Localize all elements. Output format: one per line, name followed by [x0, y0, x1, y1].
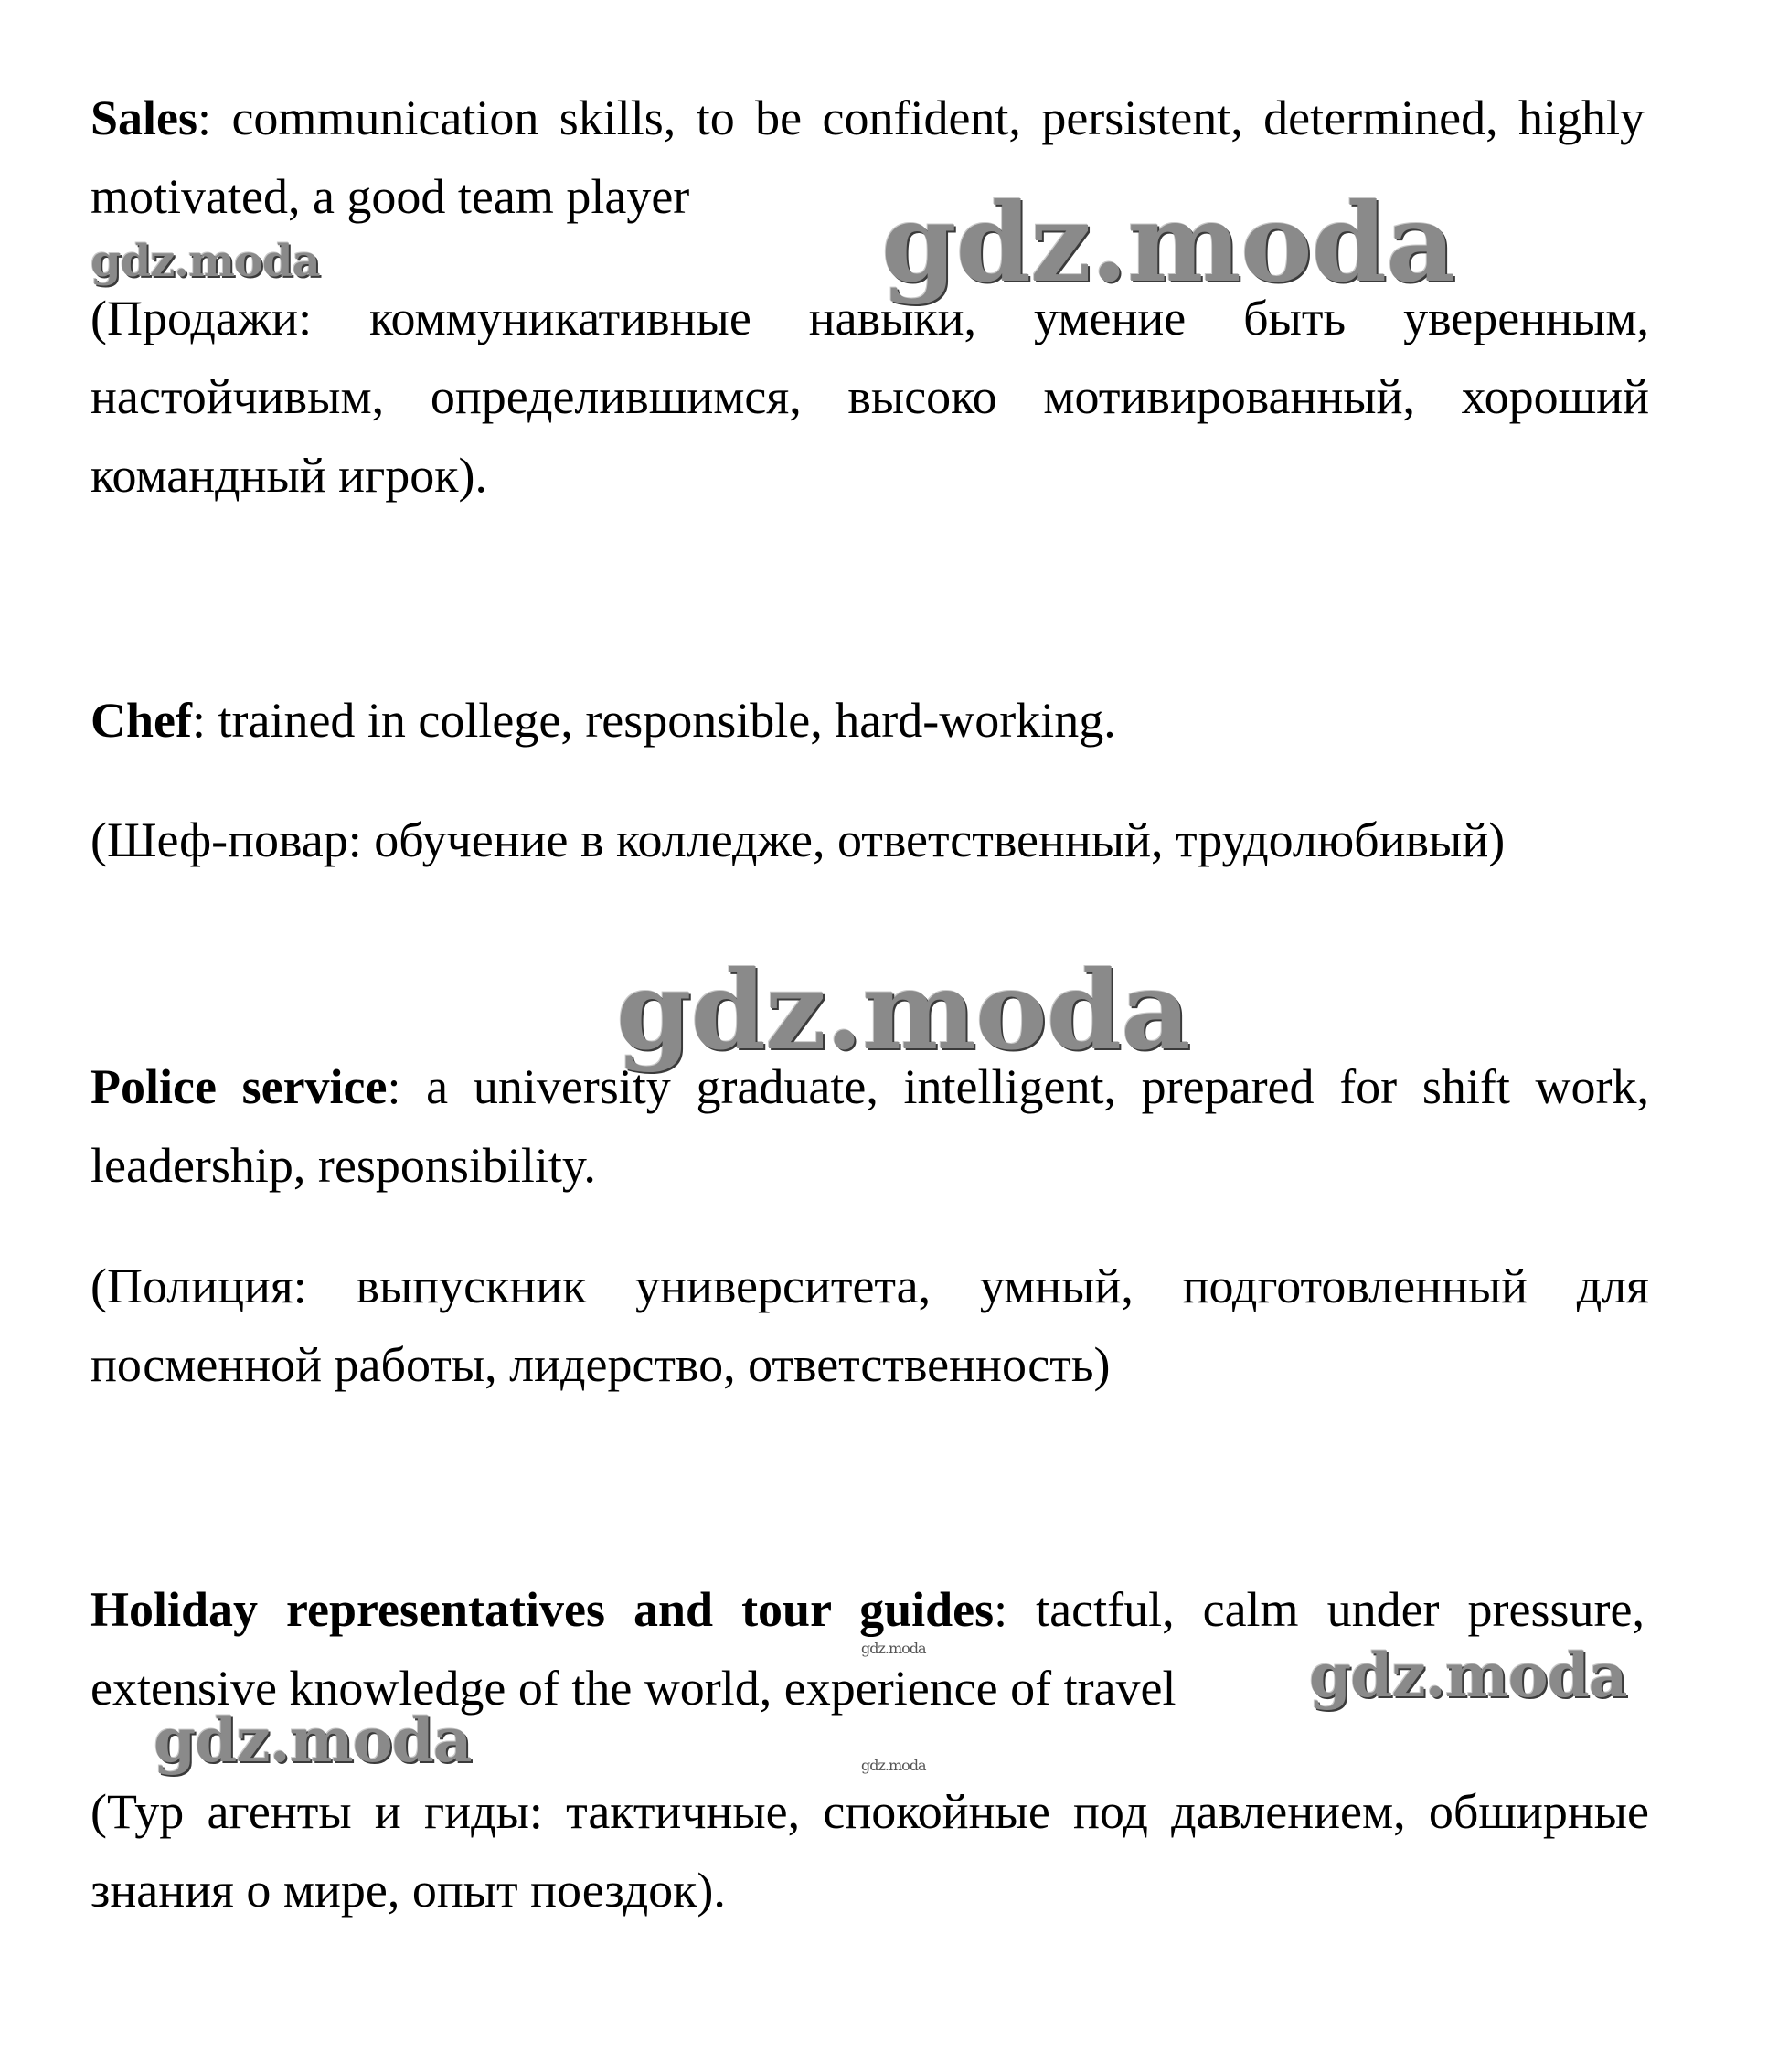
watermark-small-1: gdz.moda	[90, 236, 320, 287]
watermark-medium-1: gdz.moda	[1309, 1640, 1627, 1711]
chef-russian: (Шеф-повар: обучение в колледже, ответственный, трудолюбивый)	[90, 813, 1506, 867]
sales-russian: (Продажи: коммуникативные навыки, умение быть уверенным, настойчивым, определившимся, высоко мотивированный, хороший командный игрок).	[90, 291, 1649, 503]
watermark-large-1: gdz.moda	[881, 179, 1455, 306]
sales-heading: Sales	[90, 90, 198, 145]
watermark-large-2: gdz.moda	[616, 947, 1190, 1074]
police-english-text: : a university graduate, intelligent, prepared for shift work, leadership, responsibility.	[90, 1059, 1649, 1193]
watermark-tiny-2: gdz.moda	[861, 1757, 926, 1774]
police-russian: (Полиция: выпускник университета, умный, подготовленный для посменной работы, лидерство, ответственность)	[90, 1259, 1649, 1392]
sales-english-text: : communication skills, to be confident, persistent, determined, highly motivated, a good team player	[90, 90, 1645, 224]
watermark-tiny-1: gdz.moda	[861, 1640, 926, 1657]
police-heading: Police service	[90, 1059, 388, 1114]
watermark-medium-2: gdz.moda	[154, 1705, 472, 1776]
holiday-english-text: : tactful, calm under pressure, extensive knowledge of the world, experience of travel	[90, 1582, 1645, 1716]
chef-heading: Chef	[90, 693, 192, 748]
chef-english	[90, 681, 1649, 760]
holiday-heading: Holiday representatives and tour guides	[90, 1582, 995, 1637]
chef-english-text: : trained in college, responsible, hard-working.	[191, 693, 1116, 748]
holiday-russian: (Тур агенты и гиды: тактичные, спокойные под давлением, обширные знания о мире, опыт поездок).	[90, 1784, 1649, 1918]
